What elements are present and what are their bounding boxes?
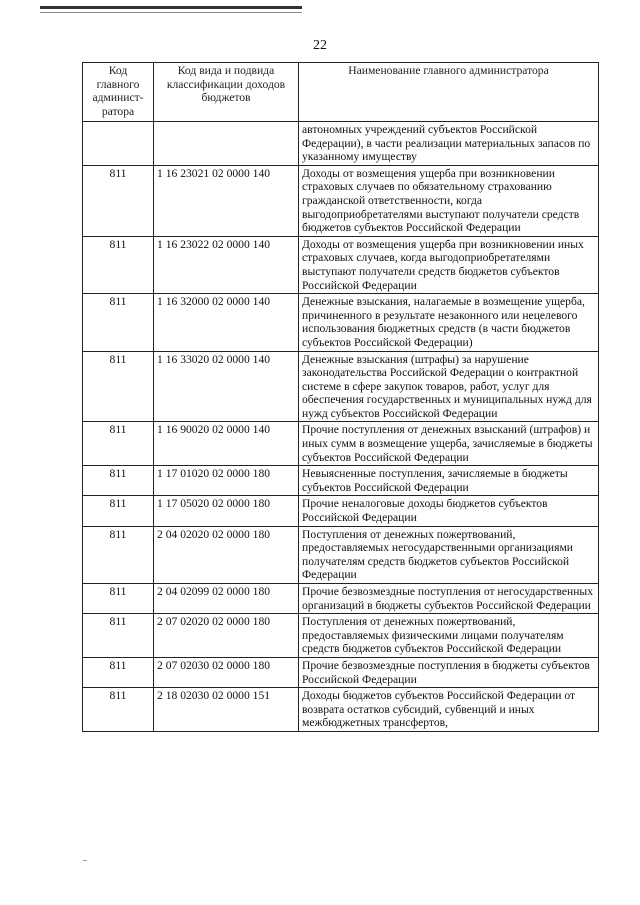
admin-name-cell: Поступления от денежных пожертвований, предоставляемых негосударственными организациями получателям средств бюджетов субъектов Российской Федерации [299,526,599,583]
header-kbk-code: Код вида и подвида классификации доходов бюджетов [154,63,299,122]
kbk-code-cell: 1 16 23021 02 0000 140 [154,165,299,236]
kbk-code-cell: 1 16 32000 02 0000 140 [154,294,299,351]
header-admin-code: Код главного админист-ратора [83,63,154,122]
table-row [83,236,599,293]
admin-code-cell: 811 [83,688,154,732]
kbk-code-cell: 2 07 02030 02 0000 180 [154,657,299,687]
admin-name-cell: Прочие безвозмездные поступления в бюджеты субъектов Российской Федерации [299,657,599,687]
page-number: 22 [313,38,327,53]
table-row [83,526,599,583]
admin-code-cell: 811 [83,165,154,236]
table-row [83,165,599,236]
kbk-code-cell: 2 04 02099 02 0000 180 [154,584,299,614]
scan-mark [83,860,87,861]
admin-name-cell: Невыясненные поступления, зачисляемые в бюджеты субъектов Российской Федерации [299,466,599,496]
admin-name-cell: Прочие неналоговые доходы бюджетов субъектов Российской Федерации [299,496,599,526]
admin-code-cell: 811 [83,351,154,422]
table-header-row [83,63,599,122]
admin-code-cell: 811 [83,657,154,687]
table-row [83,657,599,687]
kbk-code-cell: 1 16 33020 02 0000 140 [154,351,299,422]
admin-code-cell: 811 [83,584,154,614]
admin-name-cell: Доходы от возмещения ущерба при возникновении иных страховых случаев, когда выгодоприобретателями выступают получатели средств бюджетов субъектов Российской Федерации [299,236,599,293]
table-row [83,294,599,351]
admin-name-cell: Доходы от возмещения ущерба при возникновении страховых случаев по обязательному страхованию гражданской ответственности, когда выгодоприобретателями выступают получатели средств бюджетов субъектов Российской Федерации [299,165,599,236]
admin-name-cell: автономных учреждений субъектов Российской Федерации), в части реализации материальных запасов по указанному имуществу [299,122,599,166]
admin-code-cell [83,122,154,166]
admin-name-cell: Поступления от денежных пожертвований, предоставляемых физическими лицами получателям средств бюджетов субъектов Российской Федерации [299,614,599,658]
table-row [83,422,599,466]
admin-name-cell: Прочие поступления от денежных взысканий (штрафов) и иных сумм в возмещение ущерба, зачисляемые в бюджеты субъектов Российской Федерации [299,422,599,466]
kbk-code-cell: 1 16 90020 02 0000 140 [154,422,299,466]
admin-name-cell: Доходы бюджетов субъектов Российской Федерации от возврата остатков субсидий, субвенций и иных межбюджетных трансфертов, [299,688,599,732]
revenue-administrators-table [82,62,599,732]
admin-code-cell: 811 [83,236,154,293]
table-row [83,614,599,658]
kbk-code-cell [154,122,299,166]
table-row [83,688,599,732]
admin-name-cell: Денежные взыскания, налагаемые в возмещение ущерба, причиненного в результате незаконного или нецелевого использования бюджетных средств (в части бюджетов субъектов Российской Федерации) [299,294,599,351]
admin-code-cell: 811 [83,496,154,526]
admin-name-cell: Прочие безвозмездные поступления от негосударственных организаций в бюджеты субъектов Российской Федерации [299,584,599,614]
kbk-code-cell: 2 04 02020 02 0000 180 [154,526,299,583]
table-row [83,351,599,422]
kbk-code-cell: 2 18 02030 02 0000 151 [154,688,299,732]
table-row [83,122,599,166]
kbk-code-cell: 2 07 02020 02 0000 180 [154,614,299,658]
header-admin-name: Наименование главного администратора [299,63,599,122]
admin-code-cell: 811 [83,466,154,496]
table-row [83,466,599,496]
admin-code-cell: 811 [83,614,154,658]
admin-name-cell: Денежные взыскания (штрафы) за нарушение законодательства Российской Федерации о контрактной системе в сфере закупок товаров, работ, услуг для обеспечения государственных и муниципальных нужд для нужд субъектов Российской Федерации [299,351,599,422]
admin-code-cell: 811 [83,422,154,466]
header-rule-thin [40,12,302,13]
admin-code-cell: 811 [83,526,154,583]
kbk-code-cell: 1 17 05020 02 0000 180 [154,496,299,526]
admin-code-cell: 811 [83,294,154,351]
table-row [83,584,599,614]
kbk-code-cell: 1 16 23022 02 0000 140 [154,236,299,293]
kbk-code-cell: 1 17 01020 02 0000 180 [154,466,299,496]
table-row [83,496,599,526]
header-rule-thick [40,6,302,9]
